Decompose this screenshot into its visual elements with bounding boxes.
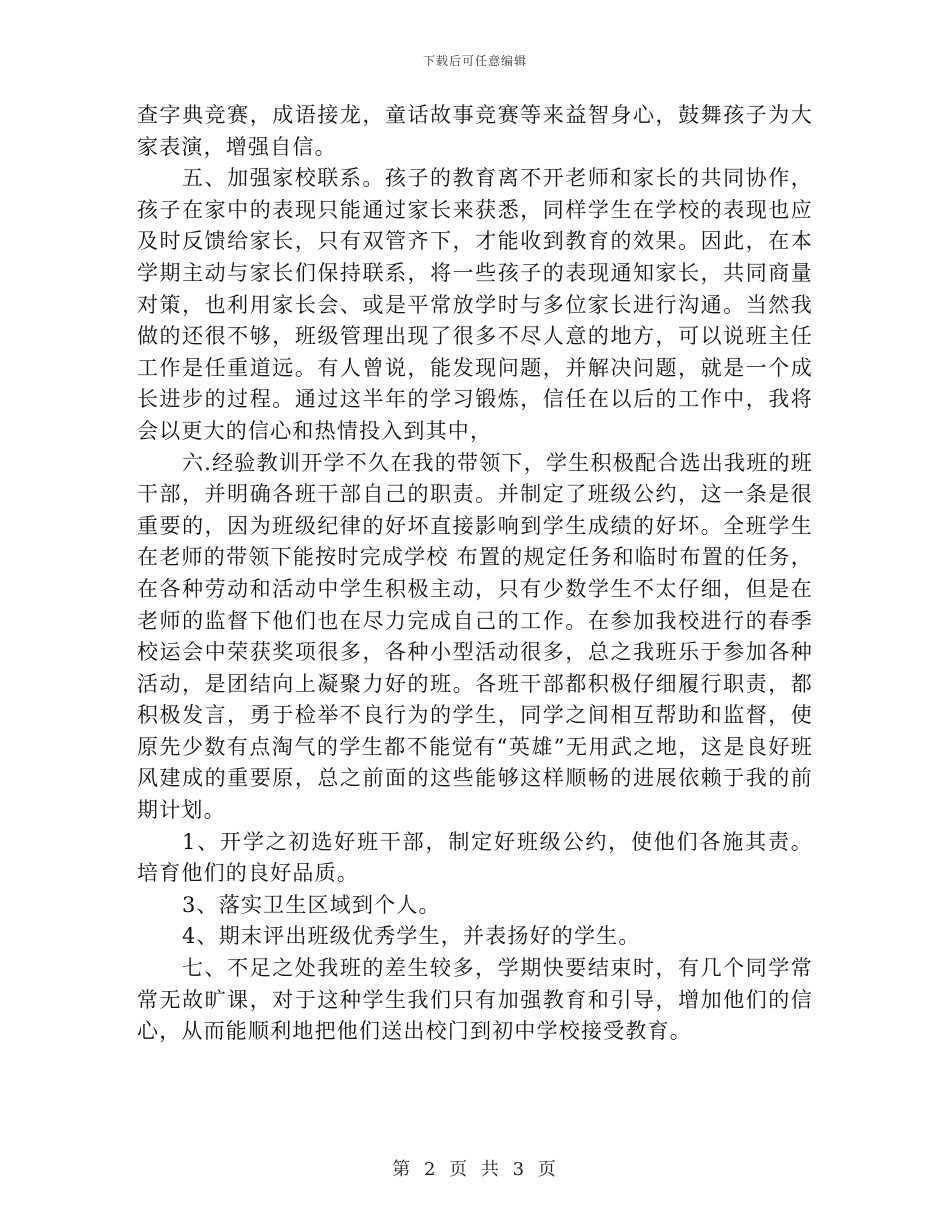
page-header: 下载后可任意编辑 [422, 54, 527, 68]
footer-current-page: 2 [423, 1159, 438, 1180]
footer-total-pages: 3 [512, 1159, 527, 1180]
footer-prefix: 第 [392, 1159, 413, 1180]
page-footer [0, 1155, 950, 1181]
footer-total-word: 共 [480, 1159, 501, 1180]
paragraph-7: 七、不足之处我班的差生较多，学期快要结束时，有几个同学常常无故旷课，对于这种学生我们只有加强教育和引导，增加他们的信心，从而能顺利地把他们送出校门到初中学校接受教育。 [137, 956, 813, 1044]
paragraph-4: 1、开学之初选好班干部，制定好班级公约，使他们各施其责。培育他们的良好品质。 [137, 829, 813, 886]
paragraph-1: 查字典竞赛，成语接龙，童话故事竞赛等来益智身心，鼓舞孩子为大家表演，增强自信。 [137, 103, 813, 159]
footer-page-word: 页 [449, 1159, 470, 1180]
paragraph-5: 3、落实卫生区域到个人。 [182, 892, 441, 917]
document-body [137, 100, 813, 1048]
paragraph-2: 五、加强家校联系。孩子的教育离不开老师和家长的共同协作，孩子在家中的表现只能通过家长来获悉，同样学生在学校的表现也应及时反馈给家长，只有双管齐下，才能收到教育的效果。因此，在本学期主动与家长们保持联系，将一些孩子的表现通知家长，共同商量对策，也利用家长会、或是平常放学时与多位家长进行沟通。当然我做的还很不够，班级管理出现了很多不尽人意的地方，可以说班主任工作是任重道远。有人曾说，能发现问题，并解决问题，就是一个成长进步的过程。通过这半年的学习锻炼，信任在以后的工作中，我将会以更大的信心和热情投入到其中， [137, 166, 813, 443]
paragraph-3: 六.经验教训开学不久在我的带领下，学生积极配合选出我班的班干部，并明确各班干部自己的职责。并制定了班级公约，这一条是很重要的，因为班级纪律的好坏直接影响到学生成绩的好坏。全班学生在老师的带领下能按时完成学校 布置的规定任务和临时布置的任务，在各种劳动和活动中学生积极主动，只有少数学生不太仔细，但是在老师的监督下他们也在尽力完成自己的工作。在参加我校进行的春季校运会中荣获奖项很多，各种小型活动很多，总之我班乐于参加各种活动，是团结向上凝聚力好的班。各班干部都积极仔细履行职责，都积极发言，勇于检举不良行为的学生，同学之间相互帮助和监督，使原先少数有点淘气的学生都不能觉有“英雄”无用武之地，这是良好班风建成的重要原，总之前面的这些能够这样顺畅的进展依赖于我的前期计划。 [137, 450, 813, 823]
paragraph-6: 4、期末评出班级优秀学生，并表扬好的学生。 [182, 924, 641, 949]
footer-suffix: 页 [537, 1159, 558, 1180]
